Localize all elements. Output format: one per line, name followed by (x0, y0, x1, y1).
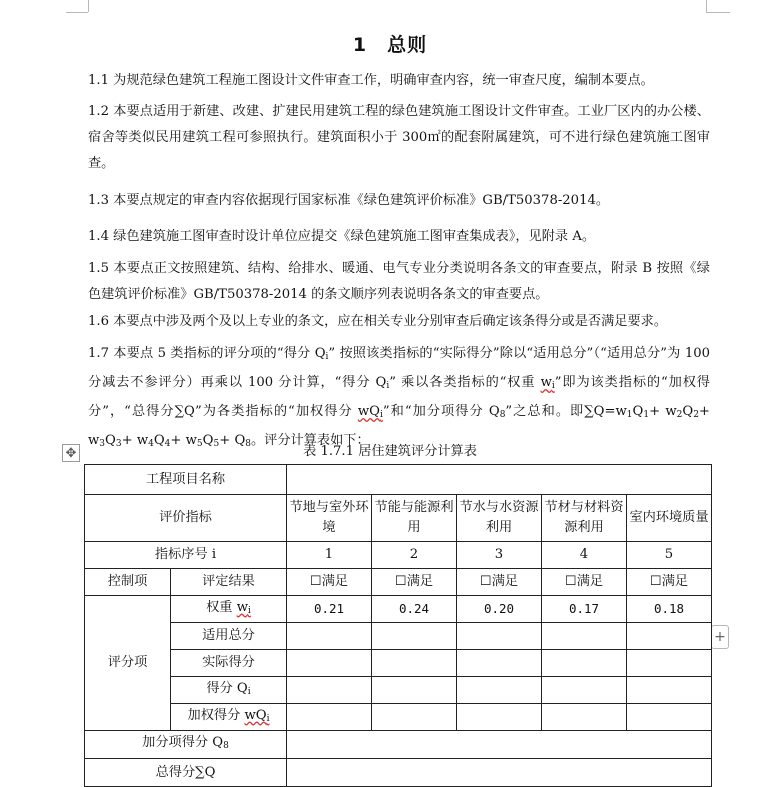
bonus-score-value[interactable] (287, 731, 712, 759)
project-name-value[interactable] (287, 465, 712, 495)
weight-4: 0.17 (542, 596, 627, 623)
crop-mark-right-h (706, 12, 730, 13)
weight-label: 权重 $w_i$ (171, 596, 287, 623)
actual-score-cell[interactable] (372, 650, 457, 677)
weighted-score-cell[interactable] (287, 704, 372, 731)
indicator-4: 节材与材料资源利用 (542, 495, 627, 542)
weight-symbol: $w_i$ (540, 375, 555, 391)
satisfy-text: 满足 (321, 574, 349, 589)
satisfy-cell-4[interactable] (542, 569, 627, 596)
score-cell[interactable] (372, 677, 457, 704)
indicator-1: 节地与室外环境 (287, 495, 372, 542)
table-row (85, 569, 712, 596)
table-row (85, 596, 712, 623)
actual-score-label: 实际得分 (171, 650, 287, 677)
weight-2: 0.24 (372, 596, 457, 623)
weighted-score-cell[interactable] (542, 704, 627, 731)
score-label: 得分 $Q_i$ (171, 677, 287, 704)
table-row (85, 759, 712, 787)
table-row (85, 465, 712, 495)
chapter-title: 1 总则 (352, 34, 428, 56)
applicable-total-cell[interactable] (542, 623, 627, 650)
clause-1-7: 1.7 本要点 5 类指标的评分项的“得分 $Q_i$” 按照该类指标的“实际得分”除以“适用总分”（“适用总分”为 100 分减去不参评分）再乘以 100 分计算，“得分 $Q_i$” 乘以各类指标的“权重 $w_i$”即为该类指标的“加权得分”，“总得分∑Q”为各类指标的“加权得分 $wQ_i$”和“加分项得分 $Q_8$”之总和。即$\sum Q=w_1Q_1+ w_2Q_2+ w_3Q_3+ w_4Q_4+ w_5Q_5+ Q_8$。评分计算表如下： (88, 346, 710, 449)
clause-1-2: 1.2 本要点适用于新建、改建、扩建民用建筑工程的绿色建筑施工图设计文件审查。工业厂区内的办公楼、宿舍等类似民用建筑工程可参照执行。建筑面积小于 300㎡的配套附属建筑，可不进行绿色建筑施工图审查。 (88, 104, 710, 171)
applicable-total-cell[interactable] (627, 623, 712, 650)
weighted-score-label: 加权得分 $wQ_i$ (171, 704, 287, 731)
weight-5: 0.18 (627, 596, 712, 623)
score-cell[interactable] (457, 677, 542, 704)
weighted-score-cell[interactable] (627, 704, 712, 731)
score-cell[interactable] (542, 677, 627, 704)
actual-score-cell[interactable] (287, 650, 372, 677)
checkbox-icon[interactable]: ☐ (309, 574, 322, 589)
crop-mark-left (88, 0, 89, 12)
index-label: 指标序号 i (85, 542, 287, 569)
indicator-2: 节能与能源利用 (372, 495, 457, 542)
applicable-total-cell[interactable] (372, 623, 457, 650)
indicator-3: 节水与水资源利用 (457, 495, 542, 542)
total-score-label: 总得分∑Q (85, 759, 287, 787)
weighted-score-cell[interactable] (372, 704, 457, 731)
clause-1-1: 1.1 为规范绿色建筑工程施工图设计文件审查工作，明确审查内容，统一审查尺度，编制本要点。 (88, 73, 654, 88)
total-score-value[interactable] (287, 759, 712, 787)
weight-1: 0.21 (287, 596, 372, 623)
clause-1-5: 1.5 本要点正文按照建筑、结构、给排水、暖通、电气专业分类说明各条文的审查要点，附录 B 按照《绿色建筑评价标准》GB/T50378-2014 的条文顺序列表说明各条文的审查要点。 (88, 261, 710, 302)
bonus-score-label: 加分项得分 $Q_8$ (85, 731, 287, 759)
weighted-score-symbol: $wQ_i$ (357, 404, 383, 420)
index-5: 5 (627, 542, 712, 569)
clause-1-4: 1.4 绿色建筑施工图审查时设计单位应提交《绿色建筑施工图审查集成表》，见附录 A。 (88, 229, 596, 244)
crop-mark-left-h (66, 12, 88, 13)
actual-score-cell[interactable] (542, 650, 627, 677)
satisfy-cell-5[interactable] (627, 569, 712, 596)
satisfy-text: 满足 (576, 574, 604, 589)
checkbox-icon[interactable]: ☐ (479, 574, 492, 589)
index-3: 3 (457, 542, 542, 569)
control-label: 控制项 (85, 569, 171, 596)
satisfy-cell-2[interactable] (372, 569, 457, 596)
satisfy-text: 满足 (406, 574, 434, 589)
add-column-button[interactable]: + (711, 625, 729, 649)
indicator-5: 室内环境质量 (627, 495, 712, 542)
index-1: 1 (287, 542, 372, 569)
indicator-label: 评价指标 (85, 495, 287, 542)
eval-result-label: 评定结果 (171, 569, 287, 596)
satisfy-cell-3[interactable] (457, 569, 542, 596)
score-cell[interactable] (287, 677, 372, 704)
project-name-label: 工程项目名称 (85, 465, 287, 495)
table-row (85, 623, 712, 650)
table-move-handle-icon[interactable]: ✥ (62, 444, 80, 462)
weight-3: 0.20 (457, 596, 542, 623)
table-row (85, 677, 712, 704)
actual-score-cell[interactable] (457, 650, 542, 677)
applicable-total-label: 适用总分 (171, 623, 287, 650)
satisfy-cell-1[interactable] (287, 569, 372, 596)
score-cell[interactable] (627, 677, 712, 704)
table-row (85, 704, 712, 731)
applicable-total-cell[interactable] (457, 623, 542, 650)
crop-mark-right (706, 0, 707, 12)
clause-1-3: 1.3 本要点规定的审查内容依据现行国家标准《绿色建筑评价标准》GB/T50378-2014。 (88, 193, 610, 208)
table-caption: 表 1.7.1 居住建筑评分计算表 (303, 444, 477, 459)
satisfy-text: 满足 (491, 574, 519, 589)
weighted-score-cell[interactable] (457, 704, 542, 731)
table-row (85, 650, 712, 677)
checkbox-icon[interactable]: ☐ (394, 574, 407, 589)
actual-score-cell[interactable] (627, 650, 712, 677)
clause-1-6: 1.6 本要点中涉及两个及以上专业的条文，应在相关专业分别审查后确定该条得分或是否满足要求。 (88, 314, 668, 329)
index-2: 2 (372, 542, 457, 569)
score-calculation-table (84, 464, 712, 787)
table-row (85, 731, 712, 759)
index-4: 4 (542, 542, 627, 569)
table-row (85, 495, 712, 542)
checkbox-icon[interactable]: ☐ (564, 574, 577, 589)
scoring-label: 评分项 (85, 596, 171, 731)
checkbox-icon[interactable]: ☐ (649, 574, 662, 589)
table-row (85, 542, 712, 569)
satisfy-text: 满足 (661, 574, 689, 589)
applicable-total-cell[interactable] (287, 623, 372, 650)
